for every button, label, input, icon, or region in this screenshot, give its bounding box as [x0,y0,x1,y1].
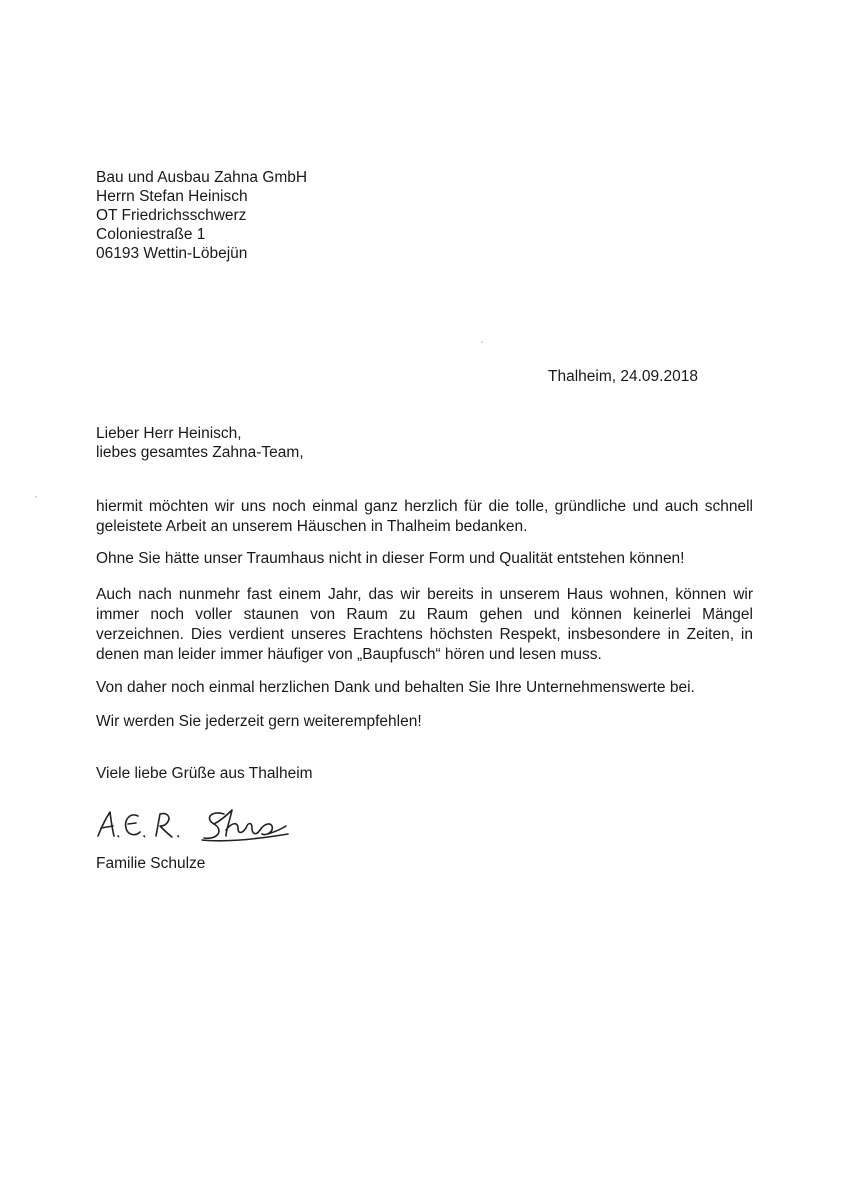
salutation-line-1: Lieber Herr Heinisch, [96,425,242,442]
handwritten-signature [92,800,292,850]
recipient-city: 06193 Wettin-Löbejün [96,245,248,262]
body-paragraph-2: Ohne Sie hätte unser Traumhaus nicht in dieser Form und Qualität entstehen können! [96,550,685,567]
body-paragraph-5: Wir werden Sie jederzeit gern weiterempfehlen! [96,713,422,730]
body-paragraph-3: Auch nach nunmehr fast einem Jahr, das wir bereits in unserem Haus wohnen, können wir immer noch voller staunen von Raum zu Raum gehen und können keinerlei Mängel verzeichnen. Dies verdient unseres Erachtens höchsten Respekt, insbesondere in Zeiten, in denen man leider immer häufiger von „Baupfusch“ hören und lesen muss. [96,586,753,663]
recipient-company: Bau und Ausbau Zahna GmbH [96,169,308,186]
body-paragraph-1: hiermit möchten wir uns noch einmal ganz herzlich für die tolle, gründliche und auch schnell geleistete Arbeit an unserem Häuschen in Thalheim bedanken. [96,498,753,535]
recipient-street: Coloniestraße 1 [96,226,206,243]
recipient-address [96,168,307,263]
scan-speck [481,341,483,343]
closing-line: Viele liebe Grüße aus Thalheim [96,765,313,782]
recipient-district: OT Friedrichsschwerz [96,207,247,224]
scan-speck [35,496,37,498]
salutation [96,424,304,462]
salutation-line-2: liebes gesamtes Zahna-Team, [96,444,304,461]
body-paragraph-4: Von daher noch einmal herzlichen Dank und behalten Sie Ihre Unternehmenswerte bei. [96,679,695,696]
date-line: Thalheim, 24.09.2018 [548,368,698,385]
recipient-person: Herrn Stefan Heinisch [96,188,248,205]
signer-name: Familie Schulze [96,855,206,872]
